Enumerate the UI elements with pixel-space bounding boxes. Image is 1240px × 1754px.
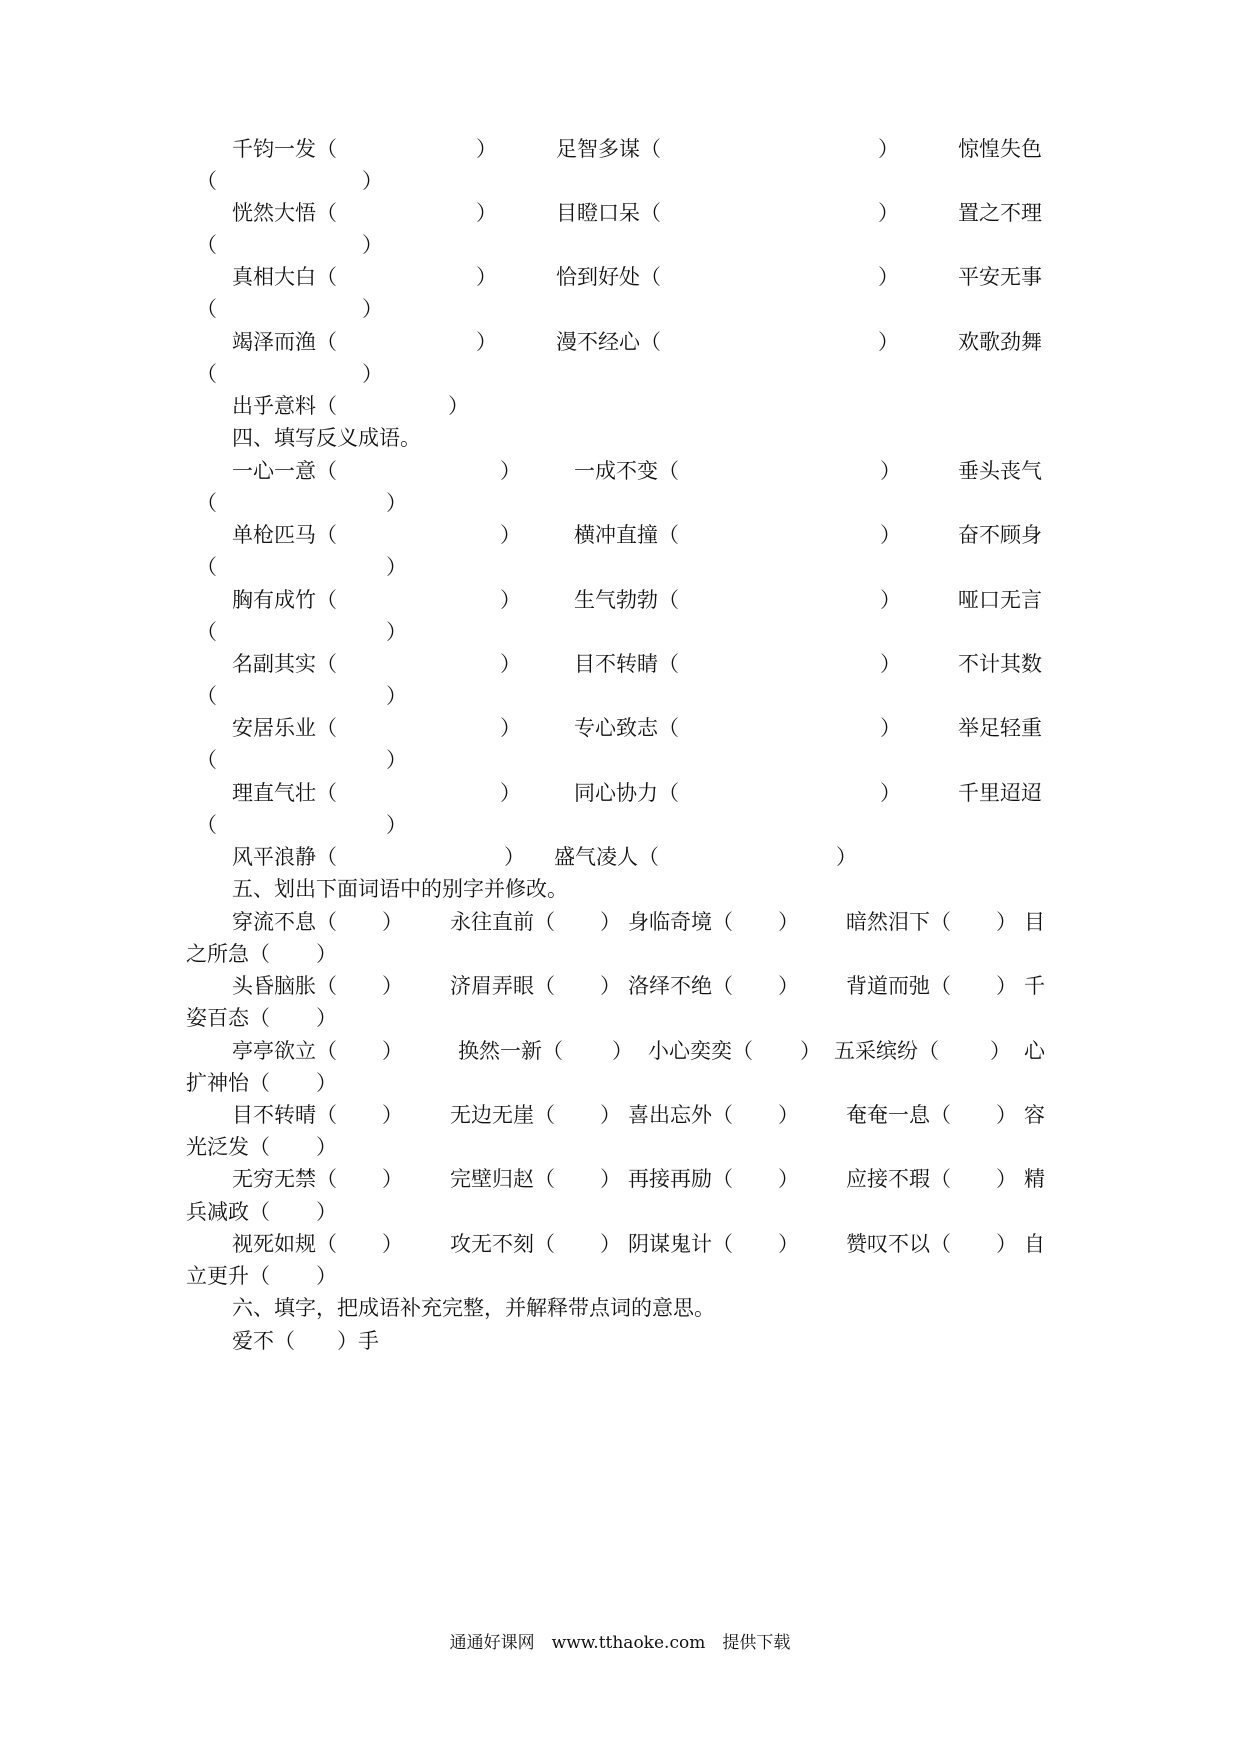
s4-close-paren: ） [386, 684, 407, 708]
s4-last-item: 风平浪静（ [232, 845, 337, 869]
s5-word: 喜出忘外（ [628, 1103, 733, 1127]
s3-item: 惊惶失色 [958, 137, 1042, 161]
s3-open-paren: （ [196, 362, 217, 386]
s5-word: 换然一新（ [458, 1039, 563, 1063]
s5-wrap-word: 兵减政（ [186, 1200, 270, 1224]
s4-close-paren: ） [386, 620, 407, 644]
s5-close-paren: ） [600, 1167, 621, 1191]
s5-close-paren: ） [778, 1232, 799, 1256]
s5-wrap-char: 容 [1024, 1103, 1045, 1127]
s4-close-paren: ） [880, 459, 901, 483]
s3-close-paren: ） [476, 265, 497, 289]
s4-close-paren: ） [500, 652, 521, 676]
s4-close-paren: ） [836, 845, 857, 869]
s5-close-paren: ） [996, 1232, 1017, 1256]
s3-close-paren: ） [448, 394, 469, 418]
s3-item: 目瞪口呆（ [556, 201, 661, 225]
s4-item: 单枪匹马（ [232, 523, 337, 547]
s3-close-paren: ） [476, 201, 497, 225]
s5-wrap-word: 之所急（ [186, 942, 270, 966]
s4-item: 千里迢迢 [958, 781, 1042, 805]
s5-word: 无边无崖（ [450, 1103, 555, 1127]
s5-wrap-word: 光泛发（ [186, 1135, 270, 1159]
s4-close-paren: ） [880, 716, 901, 740]
s4-open-paren: （ [196, 748, 217, 772]
s4-close-paren: ） [386, 491, 407, 515]
s5-close-paren: ） [316, 1135, 337, 1159]
section-4-title: 四、填写反义成语。 [232, 426, 421, 450]
s5-wrap-char: 自 [1024, 1232, 1045, 1256]
s4-open-paren: （ [196, 813, 217, 837]
s3-item: 欢歌劲舞 [958, 330, 1042, 354]
s5-close-paren: ） [316, 942, 337, 966]
s4-item: 哑口无言 [958, 588, 1042, 612]
s5-close-paren: ） [382, 910, 403, 934]
s5-wrap-word: 立更升（ [186, 1264, 270, 1288]
s4-item: 名副其实（ [232, 652, 337, 676]
s3-close-paren: ） [362, 169, 383, 193]
s4-item: 不计其数 [958, 652, 1042, 676]
s5-close-paren: ） [600, 1232, 621, 1256]
s5-close-paren: ） [600, 910, 621, 934]
s5-close-paren: ） [382, 974, 403, 998]
s4-item: 同心协力（ [574, 781, 679, 805]
s5-close-paren: ） [990, 1039, 1011, 1063]
s4-item: 目不转睛（ [574, 652, 679, 676]
s3-close-paren: ） [878, 201, 899, 225]
section-6-title: 六、填字，把成语补充完整，并解释带点词的意思。 [232, 1296, 715, 1320]
s5-word: 暗然泪下（ [846, 910, 951, 934]
s5-word: 阴谋鬼计（ [628, 1232, 733, 1256]
s3-close-paren: ） [362, 297, 383, 321]
s5-word: 攻无不刻（ [450, 1232, 555, 1256]
s3-close-paren: ） [476, 137, 497, 161]
s5-word: 无穷无禁（ [232, 1167, 337, 1191]
s5-close-paren: ） [600, 1103, 621, 1127]
s4-open-paren: （ [196, 491, 217, 515]
s4-item: 专心致志（ [574, 716, 679, 740]
s4-item: 举足轻重 [958, 716, 1042, 740]
s4-open-paren: （ [196, 555, 217, 579]
s5-close-paren: ） [996, 974, 1017, 998]
s4-close-paren: ） [386, 813, 407, 837]
s5-wrap-word: 姿百态（ [186, 1006, 270, 1030]
s3-item: 漫不经心（ [556, 330, 661, 354]
s5-close-paren: ） [778, 1167, 799, 1191]
s5-close-paren: ） [778, 974, 799, 998]
s4-close-paren: ） [386, 555, 407, 579]
s6-item: 爱不（ ）手 [232, 1329, 379, 1353]
s5-close-paren: ） [316, 1071, 337, 1095]
s5-close-paren: ） [316, 1200, 337, 1224]
s5-close-paren: ） [316, 1006, 337, 1030]
s5-word: 奄奄一息（ [846, 1103, 951, 1127]
s5-word: 五采缤纷（ [834, 1039, 939, 1063]
s5-close-paren: ） [778, 1103, 799, 1127]
s4-close-paren: ） [500, 523, 521, 547]
s4-item: 安居乐业（ [232, 716, 337, 740]
s4-item: 奋不顾身 [958, 523, 1042, 547]
s5-close-paren: ） [316, 1264, 337, 1288]
s4-close-paren: ） [880, 588, 901, 612]
s3-close-paren: ） [878, 265, 899, 289]
s3-open-paren: （ [196, 233, 217, 257]
s5-word: 穿流不息（ [232, 910, 337, 934]
s4-item: 理直气壮（ [232, 781, 337, 805]
s5-close-paren: ） [382, 1103, 403, 1127]
s5-word: 永往直前（ [450, 910, 555, 934]
s5-close-paren: ） [778, 910, 799, 934]
s5-wrap-char: 目 [1024, 910, 1045, 934]
s3-item: 恍然大悟（ [232, 201, 337, 225]
s5-word: 头昏脑胀（ [232, 974, 337, 998]
s5-word: 视死如规（ [232, 1232, 337, 1256]
s3-close-paren: ） [878, 137, 899, 161]
s5-close-paren: ） [996, 1167, 1017, 1191]
s4-close-paren: ） [500, 588, 521, 612]
s5-wrap-char: 千 [1024, 974, 1045, 998]
s4-close-paren: ） [880, 523, 901, 547]
s3-open-paren: （ [196, 169, 217, 193]
s3-item: 真相大白（ [232, 265, 337, 289]
s3-item: 平安无事 [958, 265, 1042, 289]
s4-item: 垂头丧气 [958, 459, 1042, 483]
s5-close-paren: ） [600, 974, 621, 998]
s4-close-paren: ） [500, 459, 521, 483]
s3-close-paren: ） [362, 362, 383, 386]
s4-item: 一心一意（ [232, 459, 337, 483]
s4-close-paren: ） [386, 748, 407, 772]
s3-item: 恰到好处（ [556, 265, 661, 289]
s5-close-paren: ） [612, 1039, 633, 1063]
s5-wrap-char: 精 [1024, 1167, 1045, 1191]
s4-last-item: 盛气凌人（ [554, 845, 659, 869]
s3-item: 千钧一发（ [232, 137, 337, 161]
section-5-title: 五、划出下面词语中的别字并修改。 [232, 877, 568, 901]
s5-word: 背道而弛（ [846, 974, 951, 998]
s5-word: 亭亭欲立（ [232, 1039, 337, 1063]
s3-close-paren: ） [362, 233, 383, 257]
s5-word: 目不转晴（ [232, 1103, 337, 1127]
s4-open-paren: （ [196, 620, 217, 644]
s4-close-paren: ） [504, 845, 525, 869]
s5-word: 完壁归赵（ [450, 1167, 555, 1191]
s4-item: 一成不变（ [574, 459, 679, 483]
s5-word: 身临奇境（ [628, 910, 733, 934]
s5-close-paren: ） [800, 1039, 821, 1063]
s3-item: 竭泽而渔（ [232, 330, 337, 354]
s4-item: 横冲直撞（ [574, 523, 679, 547]
s5-close-paren: ） [382, 1167, 403, 1191]
s5-word: 应接不瑕（ [846, 1167, 951, 1191]
s5-word: 小心奕奕（ [648, 1039, 753, 1063]
s5-word: 济眉弄眼（ [450, 974, 555, 998]
s4-item: 生气勃勃（ [574, 588, 679, 612]
s3-item: 足智多谋（ [556, 137, 661, 161]
s3-close-paren: ） [476, 330, 497, 354]
s3-item: 置之不理 [958, 201, 1042, 225]
s5-word: 再接再励（ [628, 1167, 733, 1191]
page-footer: 通通好课网 www.tthaoke.com 提供下载 [449, 1633, 791, 1653]
s3-last-item: 出乎意料（ [232, 394, 337, 418]
s4-close-paren: ） [880, 781, 901, 805]
s5-word: 洛绎不绝（ [628, 974, 733, 998]
s5-word: 赞叹不以（ [846, 1232, 951, 1256]
s5-wrap-word: 扩神怡（ [186, 1071, 270, 1095]
s5-close-paren: ） [382, 1232, 403, 1256]
s5-close-paren: ） [996, 1103, 1017, 1127]
s5-close-paren: ） [996, 910, 1017, 934]
s4-close-paren: ） [500, 716, 521, 740]
s4-close-paren: ） [500, 781, 521, 805]
s4-item: 胸有成竹（ [232, 588, 337, 612]
s5-wrap-char: 心 [1024, 1039, 1045, 1063]
s3-close-paren: ） [878, 330, 899, 354]
s5-close-paren: ） [382, 1039, 403, 1063]
s3-open-paren: （ [196, 297, 217, 321]
s4-open-paren: （ [196, 684, 217, 708]
s4-close-paren: ） [880, 652, 901, 676]
